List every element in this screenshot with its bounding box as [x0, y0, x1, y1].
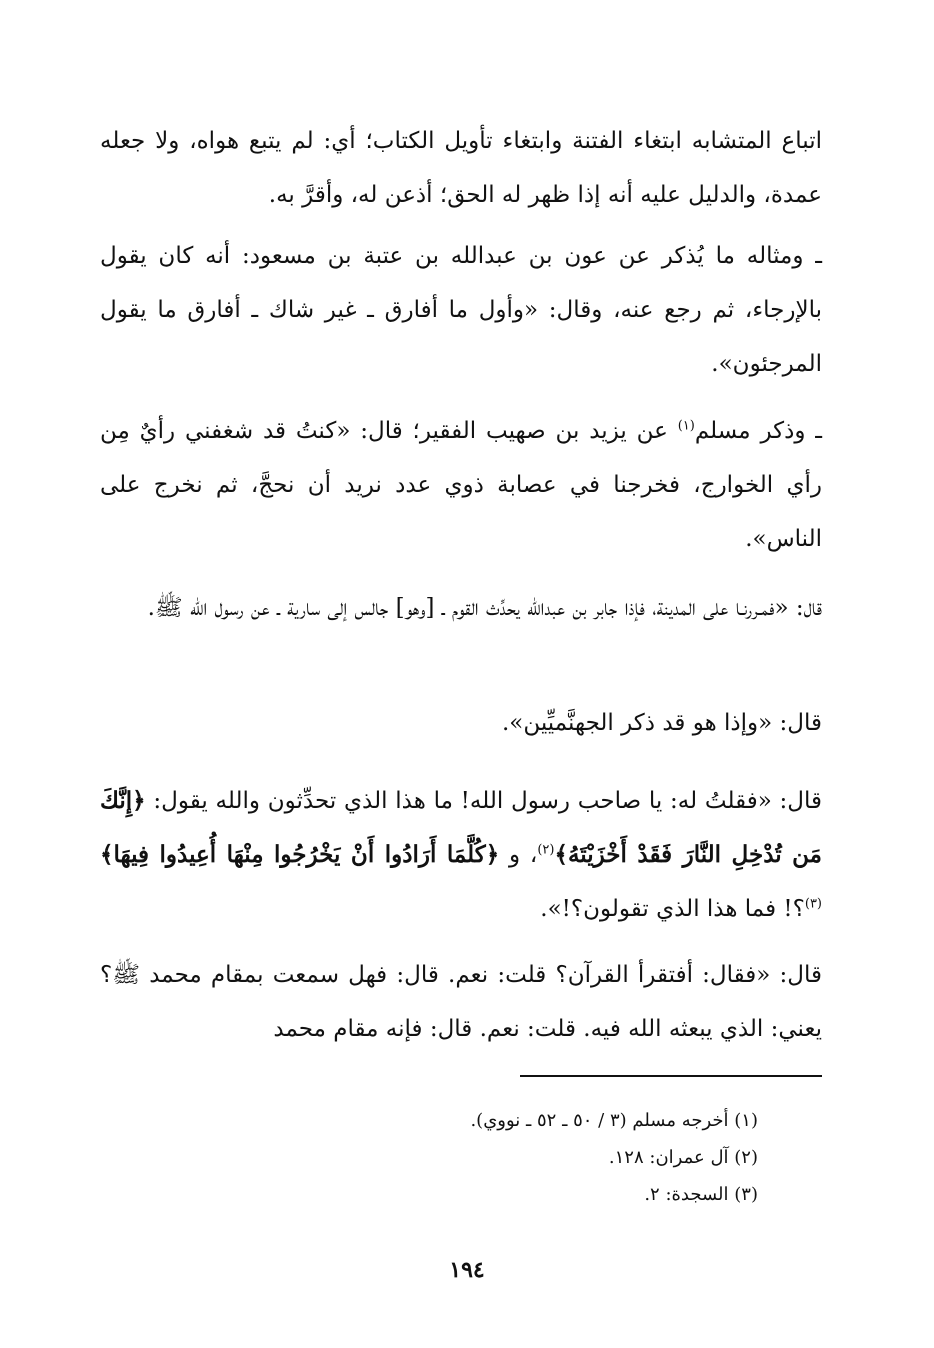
quran-verse-1: ﴿إِنَّكَ مَن تُدْخِلِ النَّارَ فَقَدْ أَخْزَيْتَهُ﴾ — [100, 787, 822, 868]
paragraph-1-text: اتباع المتشابه ابتغاء الفتنة وابتغاء تأويل الكتاب؛ أي: لم يتبع هواه، ولا جعله عمدة، والدليل عليه أنه إذا ظهر له الحق؛ أذعن له، وأقرَّ به. — [100, 128, 822, 208]
paragraph-7-text: قال: «فقال: أفتقرأ القرآن؟ قلت: نعم. قال: فهل سمعت بمقام محمد ﷺ؟ يعني: الذي يبعثه الله فيه. قلت: نعم. قال: فإنه مقام محمد — [100, 962, 822, 1042]
paragraph-3-part-a: ـ وذكر مسلم — [694, 418, 823, 444]
paragraph-7 — [100, 948, 822, 1056]
paragraph-4-text: قال: «فمـررنـا على المدينة، فإذا جابر بن عبدالله يحدِّث القوم ـ [وهو] جالس إلى سارية ـ عن رسول الله ﷺ. — [147, 595, 822, 621]
footnote-3: (٣) السجدة: ٢. — [644, 1184, 758, 1205]
footnote-ref-1: (١) — [677, 418, 695, 434]
footnotes — [300, 1102, 758, 1213]
footnote-separator — [520, 1075, 822, 1077]
paragraph-3-text — [100, 404, 822, 566]
paragraph-5 — [100, 696, 822, 750]
footnote-ref-3: (٣) — [804, 896, 822, 912]
paragraph-6-part-c: ؟! فما هذا الذي تقولون؟!». — [540, 896, 805, 922]
footnote-1: (١) أخرجه مسلم (٣ / ٥٠ ـ ٥٢ ـ نووي). — [470, 1110, 758, 1131]
paragraph-5-text: قال: «وإذا هو قد ذكر الجهنَّميِّين». — [501, 710, 822, 736]
paragraph-4 — [100, 581, 822, 635]
paragraph-6-part-b: ، و — [499, 842, 538, 868]
paragraph-2 — [100, 229, 822, 391]
footnote-ref-2: (٢) — [537, 842, 555, 858]
quran-verse-2: ﴿كُلَّمَا أَرَادُوا أَنْ يَخْرُجُوا مِنْهَا أُعِيدُوا فِيهَا﴾ — [100, 841, 500, 868]
paragraph-2-text: ـ ومثاله ما يُذكر عن عون بن عبدالله بن عتبة بن مسعود: أنه كان يقول بالإرجاء، ثم رجع عنه، وقال: «وأول ما أفارق ـ غير شاك ـ أفارق ما يقول المرجئون». — [100, 243, 822, 377]
paragraph-3-part-b: عن يزيد بن صهيب الفقير؛ قال: «كنتُ قد شغفني رأيٌ مِن رأي الخوارج، فخرجنا في عصابة ذوي عدد نريد أن نحجَّ، ثم نخرج على الناس». — [100, 418, 822, 552]
footnote-2: (٢) آل عمران: ١٢٨. — [608, 1147, 758, 1168]
paragraph-6-text — [100, 774, 822, 936]
page-number: ١٩٤ — [449, 1257, 485, 1283]
paragraph-3 — [100, 404, 822, 566]
paragraph-6 — [100, 774, 822, 936]
paragraph-6-part-a: قال: «فقلتُ له: يا صاحب رسول الله! ما هذا الذي تحدِّثون والله يقول: — [145, 788, 822, 814]
paragraph-1 — [100, 114, 822, 222]
